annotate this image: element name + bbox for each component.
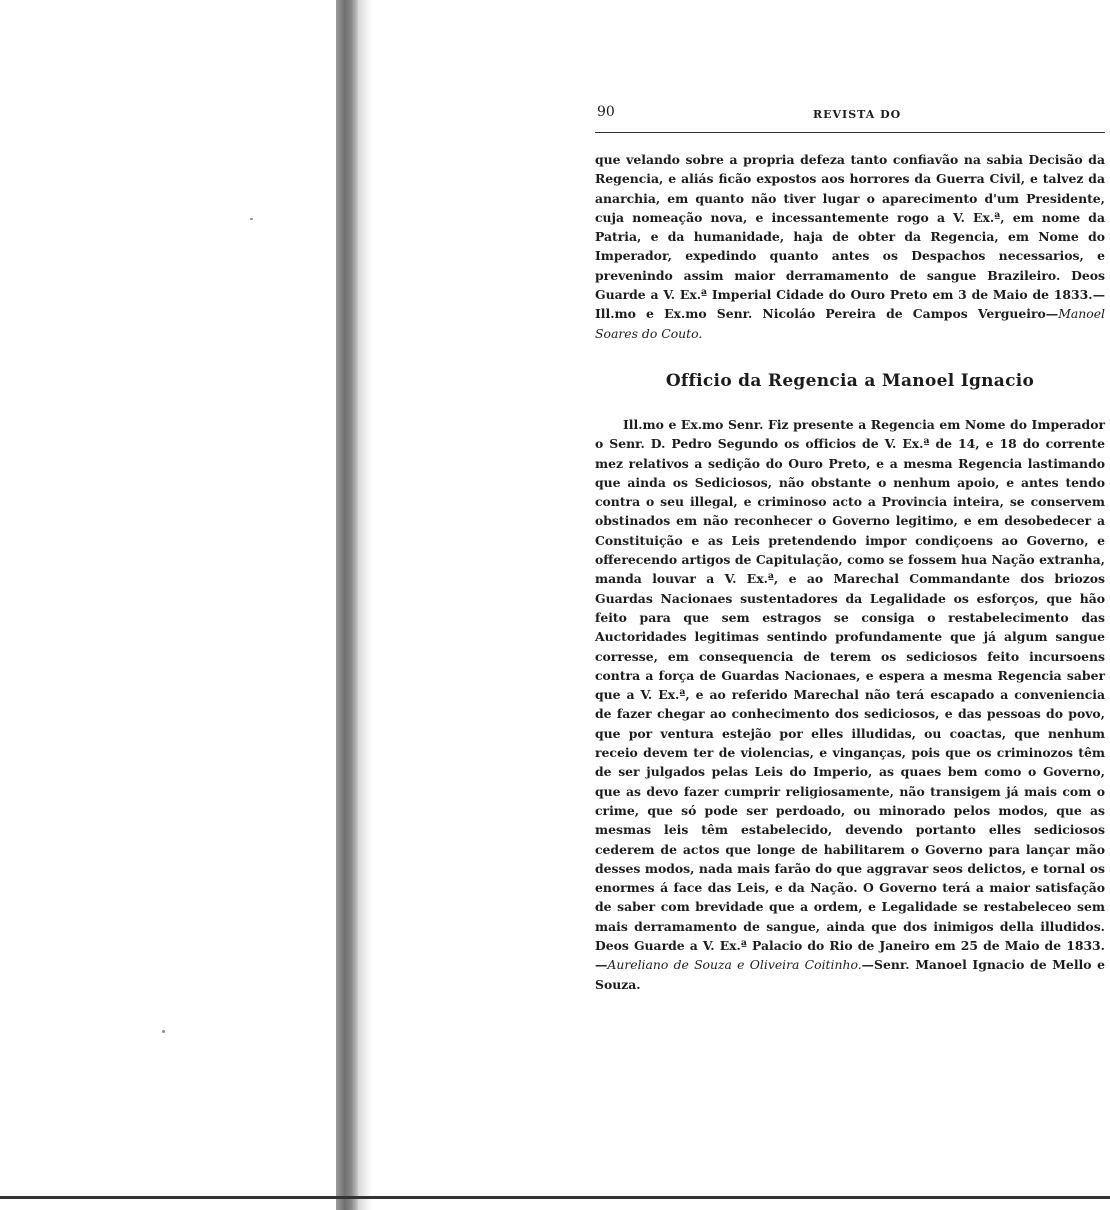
official-letter-text: Ill.mo e Ex.mo Senr. Fiz presente a Regencia em Nome do Imperador o Senr. D. Pedro Segundo os officios de V. Ex.ª de 14, e 18 do corrente mez relativos a sedição do Ouro Preto, e a mesma Regencia lastimando que ainda os Sediciosos, não obstante o nenhum apoio, e antes tendo contra o seu illegal, e criminoso acto a Provincia inteira, se conservem obstinados em não reconhecer o Governo legitimo, e em desobedecer a Constituição e as Leis pretendendo impor condiçoens ao Governo, e offerecendo artigos de Capitulação, como se fossem hua Nação extranha, manda louvar a V. Ex.ª, e ao Marechal Commandante dos briozos Guardas Nacionaes sustentadores da Legalidade os esforços, que hão feito para que sem estragos se consiga o restabelecimento das Auctoridades legitimas sentindo profundamente que já algum sangue corresse, em consequencia de terem os sediciosos feito incursoens contra a força de Guardas Nacionaes, e espera a mesma Regencia saber que a V. Ex.ª, e ao referido Marechal não terá escapado a conveniencia de fazer chegar ao conhecimento dos sediciosos, e das pessoas do povo, que por ventura estejão por elles illudidas, ou coactas, que nenhum receio devem ter de violencias, e vinganças, pois que os criminozos têm de ser julgados pelas Leis do Imperio, as quaes bem como o Governo, que as devo fazer cumprir religiosamente, não transigem já mais com o crime, que só pode ser perdoado, ou minorado pelos modos, que as mesmas leis têm estabelecido, devendo portanto elles sediciosos cederem de actos que longe de habilitarem o Governo para lançar mão desses modos, nada mais farão do que aggravar seos delictos, e tornal os enormes á face das Leis, e da Nação. O Governo terá a maior satisfação de saber com brevidade que a ordem, e Legalidade se restabeleceo sem mais derramamento de sangue, ainda que dos inimigos della illudidos. Deos Guarde a V. Ex.ª Palacio do Rio de Janeiro em 25 de Maio de 1833.—: [595, 416, 1105, 973]
official-letter-addressee: —Senr. Manoel Ignacio de Mello e Souza.: [595, 957, 1105, 992]
running-head: [595, 104, 1105, 126]
official-letter-paragraph: [595, 415, 1105, 994]
header-rule: [595, 132, 1105, 133]
journal-title: REVISTA DO: [813, 108, 902, 121]
section-heading: Officio da Regencia a Manoel Ignacio: [665, 370, 1035, 391]
letter-signature: Manoel Soares do Couto.: [595, 306, 1105, 341]
paper-speck: [162, 1030, 165, 1033]
letter-text: que velando sobre a propria defeza tanto confiavão na sabia Decisão da Regencia, e aliás ficão expostos aos horrores da Guerra Civil, e talvez da anarchia, em quanto não tiver lugar o aparecimento d'um Presidente, cuja nomeação nova, e incessantemente rogo a V. Ex.ª, em nome da Patria, e da humanidade, haja de obter da Regencia, em Nome do Imperador, expedindo quanto antes os Despachos necessarios, e prevenindo assim maior derramamento de sangue Brazileiro. Deos Guarde a V. Ex.ª Imperial Cidade do Ouro Preto em 3 de Maio de 1833.—Ill.mo e Ex.mo Senr. Nicoláo Pereira de Campos Vergueiro—: [595, 152, 1105, 322]
book-page: [595, 104, 1105, 994]
gutter-gradient: [358, 0, 372, 1210]
page-number: 90: [597, 104, 615, 120]
book-spine-shadow: [336, 0, 358, 1210]
official-letter-signature: Aureliano de Souza e Oliveira Coitinho.: [607, 957, 862, 973]
scan-bottom-edge: [0, 1196, 1110, 1199]
letter-paragraph: [595, 150, 1105, 343]
paper-speck: [250, 218, 253, 220]
